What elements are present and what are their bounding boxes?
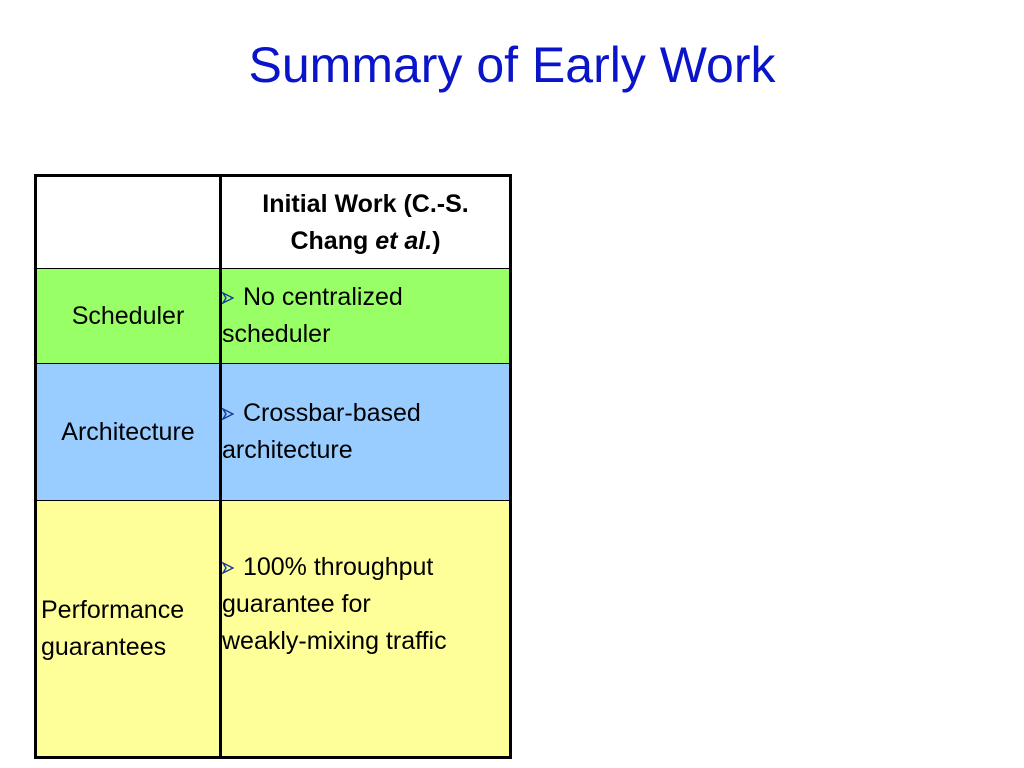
bullet-continuation: architecture — [222, 436, 353, 464]
bullet-text: Crossbar-based — [242, 399, 421, 427]
corner-cell — [36, 176, 221, 269]
header-line2-suffix: ) — [432, 226, 441, 255]
row-content-architecture — [221, 364, 511, 501]
table-header-row — [36, 176, 511, 269]
arrowhead-bullet-icon — [222, 549, 234, 586]
row-content-performance — [221, 501, 511, 758]
bullet-text: 100% throughput — [242, 553, 434, 581]
label-line2: guarantees — [41, 632, 167, 661]
header-line1: Initial Work (C.-S. — [262, 189, 469, 218]
row-label-performance — [36, 501, 221, 758]
table-row-performance — [36, 501, 511, 758]
bullet-continuation: scheduler — [222, 320, 331, 348]
arrowhead-bullet-icon — [222, 395, 234, 432]
table-row-scheduler — [36, 269, 511, 364]
table-row-architecture — [36, 364, 511, 501]
bullet-continuation-2: weakly-mixing traffic — [222, 627, 447, 655]
row-content-scheduler — [221, 269, 511, 364]
summary-table — [34, 174, 512, 759]
slide-title: Summary of Early Work — [248, 37, 776, 93]
bullet-text: No centralized — [242, 283, 403, 311]
arrowhead-bullet-icon — [222, 279, 234, 316]
row-label-scheduler: Scheduler — [36, 269, 221, 364]
header-line2-prefix: Chang — [290, 226, 376, 255]
bullet-continuation-1: guarantee for — [222, 590, 371, 618]
row-label-architecture: Architecture — [36, 364, 221, 501]
initial-work-header — [221, 176, 511, 269]
header-et-al: et al. — [375, 226, 433, 255]
label-line1: Performance — [41, 595, 185, 624]
